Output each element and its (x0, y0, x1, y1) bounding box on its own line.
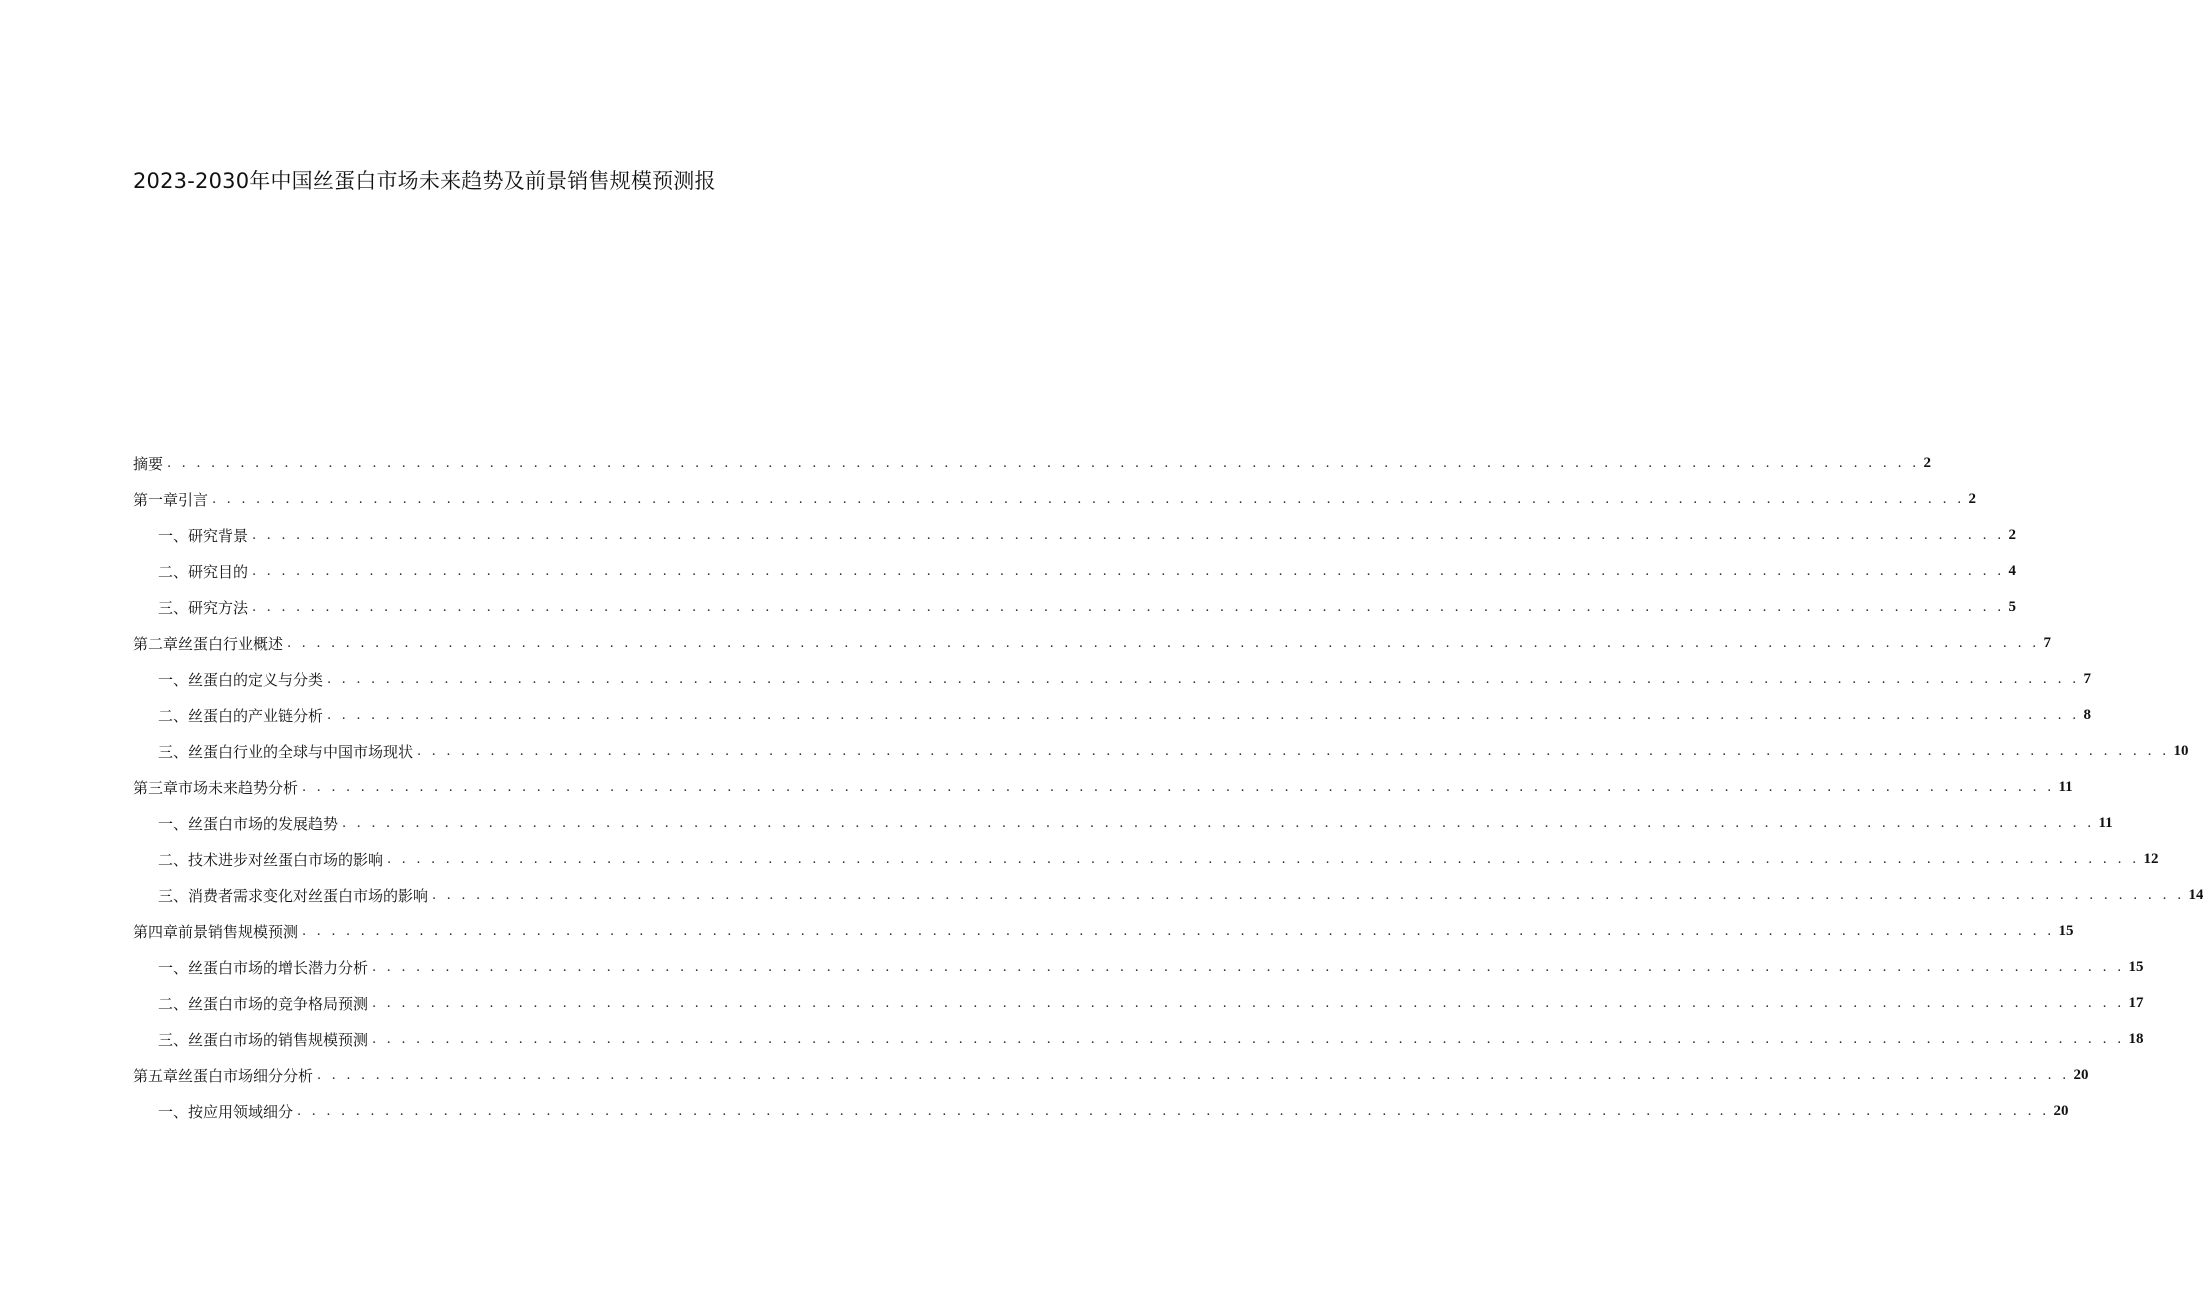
toc-dot-leader: . . . . . . . . . . . . . . . . . . . . . . . . . . . . . . . . . . . . . . . . . . . . . . . . . . . . . . . . . . . . . . . . . . . . . . . . . . . . . . . . . . . . . . . . . . . . . . . . . . . . . . . . . . . . . . . . . . . . . . . . (372, 959, 2125, 975)
toc-dot-leader: . . . . . . . . . . . . . . . . . . . . . . . . . . . . . . . . . . . . . . . . . . . . . . . . . . . . . . . . . . . . . . . . . . . . . . . . . . . . . . . . . . . . . . . . . . . . . . . . . . . . . . . . . . . . . . . . . . . . . . . . (387, 851, 2140, 867)
toc-entry-page-number: 15 (2058, 922, 2074, 939)
toc-entry[interactable] (133, 949, 2144, 985)
toc-dot-leader: . . . . . . . . . . . . . . . . . . . . . . . . . . . . . . . . . . . . . . . . . . . . . . . . . . . . . . . . . . . . . . . . . . . . . . . . . . . . . . . . . . . . . . . . . . . . . . . . . . . . . . . . . . . . . . . . . . . . . . . . (372, 1031, 2125, 1047)
toc-entry-label: 三、丝蛋白市场的销售规模预测 (158, 1030, 369, 1049)
toc-entry-label: 三、消费者需求变化对丝蛋白市场的影响 (158, 886, 429, 905)
toc-entry[interactable] (133, 1057, 2089, 1093)
table-of-contents (133, 445, 2203, 1129)
toc-dot-leader: . . . . . . . . . . . . . . . . . . . . . . . . . . . . . . . . . . . . . . . . . . . . . . . . . . . . . . . . . . . . . . . . . . . . . . . . . . . . . . . . . . . . . . . . . . . . . . . . . . . . . . . . . . . . . . . . . . . . . . . . (327, 671, 2080, 687)
toc-entry[interactable] (133, 517, 2016, 553)
toc-entry-label: 第五章丝蛋白市场细分分析 (133, 1066, 314, 1085)
toc-dot-leader: . . . . . . . . . . . . . . . . . . . . . . . . . . . . . . . . . . . . . . . . . . . . . . . . . . . . . . . . . . . . . . . . . . . . . . . . . . . . . . . . . . . . . . . . . . . . . . . . . . . . . . . . . . . . . . . . . . . . . . . . (327, 707, 2080, 723)
toc-entry-page-number: 14 (2188, 886, 2203, 903)
toc-entry-label: 三、研究方法 (158, 598, 249, 617)
toc-entry-page-number: 2 (1923, 454, 1931, 471)
toc-entry-label: 一、丝蛋白市场的增长潜力分析 (158, 958, 369, 977)
toc-entry-page-number: 15 (2128, 958, 2144, 975)
toc-entry[interactable] (133, 913, 2074, 949)
toc-entry[interactable] (133, 481, 1976, 517)
toc-dot-leader: . . . . . . . . . . . . . . . . . . . . . . . . . . . . . . . . . . . . . . . . . . . . . . . . . . . . . . . . . . . . . . . . . . . . . . . . . . . . . . . . . . . . . . . . . . . . . . . . . . . . . . . . . . . . . . . . . . . . . . . . (252, 599, 2005, 615)
toc-entry-page-number: 18 (2128, 1030, 2144, 1047)
toc-entry[interactable] (133, 1093, 2069, 1129)
toc-entry[interactable] (133, 661, 2091, 697)
toc-entry-page-number: 8 (2083, 706, 2091, 723)
toc-entry[interactable] (133, 589, 2016, 625)
toc-entry-page-number: 20 (2053, 1102, 2069, 1119)
toc-dot-leader: . . . . . . . . . . . . . . . . . . . . . . . . . . . . . . . . . . . . . . . . . . . . . . . . . . . . . . . . . . . . . . . . . . . . . . . . . . . . . . . . . . . . . . . . . . . . . . . . . . . . . . . . . . . . . . . . . . . . . . . . (432, 887, 2185, 903)
toc-entry-label: 第四章前景销售规模预测 (133, 922, 299, 941)
toc-entry-page-number: 7 (2083, 670, 2091, 687)
toc-entry-label: 一、研究背景 (158, 526, 249, 545)
toc-entry-page-number: 11 (2098, 814, 2113, 831)
toc-entry-label: 二、丝蛋白市场的竞争格局预测 (158, 994, 369, 1013)
toc-dot-leader: . . . . . . . . . . . . . . . . . . . . . . . . . . . . . . . . . . . . . . . . . . . . . . . . . . . . . . . . . . . . . . . . . . . . . . . . . . . . . . . . . . . . . . . . . . . . . . . . . . . . . . . . . . . . . . . . . . . . . . . . (302, 923, 2055, 939)
toc-entry[interactable] (133, 553, 2016, 589)
toc-dot-leader: . . . . . . . . . . . . . . . . . . . . . . . . . . . . . . . . . . . . . . . . . . . . . . . . . . . . . . . . . . . . . . . . . . . . . . . . . . . . . . . . . . . . . . . . . . . . . . . . . . . . . . . . . . . . . . . . . . . . . . . . (252, 527, 2005, 543)
toc-dot-leader: . . . . . . . . . . . . . . . . . . . . . . . . . . . . . . . . . . . . . . . . . . . . . . . . . . . . . . . . . . . . . . . . . . . . . . . . . . . . . . . . . . . . . . . . . . . . . . . . . . . . . . . . . . . . . . . . . . . . . . . . (302, 779, 2055, 795)
toc-entry-page-number: 7 (2043, 634, 2051, 651)
toc-dot-leader: . . . . . . . . . . . . . . . . . . . . . . . . . . . . . . . . . . . . . . . . . . . . . . . . . . . . . . . . . . . . . . . . . . . . . . . . . . . . . . . . . . . . . . . . . . . . . . . . . . . . . . . . . . . . . . . . . . . . . . . . (252, 563, 2005, 579)
toc-entry-page-number: 17 (2128, 994, 2144, 1011)
toc-dot-leader: . . . . . . . . . . . . . . . . . . . . . . . . . . . . . . . . . . . . . . . . . . . . . . . . . . . . . . . . . . . . . . . . . . . . . . . . . . . . . . . . . . . . . . . . . . . . . . . . . . . . . . . . . . . . . . . . . . . . . . . . (372, 995, 2125, 1011)
toc-entry-label: 一、按应用领域细分 (158, 1102, 294, 1121)
toc-dot-leader: . . . . . . . . . . . . . . . . . . . . . . . . . . . . . . . . . . . . . . . . . . . . . . . . . . . . . . . . . . . . . . . . . . . . . . . . . . . . . . . . . . . . . . . . . . . . . . . . . . . . . . . . . . . . . . . . . . . . . . . . (287, 635, 2040, 651)
document-title: 2023-2030年中国丝蛋白市场未来趋势及前景销售规模预测报 (133, 169, 716, 193)
toc-entry[interactable] (133, 985, 2144, 1021)
toc-entry[interactable] (133, 1021, 2144, 1057)
toc-dot-leader: . . . . . . . . . . . . . . . . . . . . . . . . . . . . . . . . . . . . . . . . . . . . . . . . . . . . . . . . . . . . . . . . . . . . . . . . . . . . . . . . . . . . . . . . . . . . . . . . . . . . . . . . . . . . . . . . . . . . . . . . (317, 1067, 2070, 1083)
toc-entry-page-number: 2 (1968, 490, 1976, 507)
toc-entry-label: 一、丝蛋白市场的发展趋势 (158, 814, 339, 833)
toc-entry[interactable] (133, 625, 2051, 661)
toc-entry-page-number: 2 (2008, 526, 2016, 543)
toc-entry-page-number: 12 (2143, 850, 2159, 867)
toc-entry-page-number: 4 (2008, 562, 2016, 579)
toc-entry-page-number: 10 (2173, 742, 2189, 759)
toc-dot-leader: . . . . . . . . . . . . . . . . . . . . . . . . . . . . . . . . . . . . . . . . . . . . . . . . . . . . . . . . . . . . . . . . . . . . . . . . . . . . . . . . . . . . . . . . . . . . . . . . . . . . . . . . . . . . . . . . . . . . . . . . (297, 1103, 2050, 1119)
toc-entry-label: 第一章引言 (133, 490, 209, 509)
toc-dot-leader: . . . . . . . . . . . . . . . . . . . . . . . . . . . . . . . . . . . . . . . . . . . . . . . . . . . . . . . . . . . . . . . . . . . . . . . . . . . . . . . . . . . . . . . . . . . . . . . . . . . . . . . . . . . . . . . . . . . . . . . . (417, 743, 2170, 759)
toc-entry[interactable] (133, 733, 2189, 769)
toc-entry-label: 摘要 (133, 454, 164, 473)
toc-entry-label: 一、丝蛋白的定义与分类 (158, 670, 324, 689)
toc-entry-label: 二、丝蛋白的产业链分析 (158, 706, 324, 725)
toc-entry[interactable] (133, 877, 2203, 913)
toc-entry-page-number: 20 (2073, 1066, 2089, 1083)
toc-entry-page-number: 5 (2008, 598, 2016, 615)
toc-dot-leader: . . . . . . . . . . . . . . . . . . . . . . . . . . . . . . . . . . . . . . . . . . . . . . . . . . . . . . . . . . . . . . . . . . . . . . . . . . . . . . . . . . . . . . . . . . . . . . . . . . . . . . . . . . . . . . . . . . . . . . . . (342, 815, 2095, 831)
toc-entry-label: 第二章丝蛋白行业概述 (133, 634, 284, 653)
toc-entry[interactable] (133, 841, 2159, 877)
toc-entry-label: 二、研究目的 (158, 562, 249, 581)
toc-entry[interactable] (133, 805, 2113, 841)
toc-entry-page-number: 11 (2058, 778, 2073, 795)
toc-entry[interactable] (133, 697, 2091, 733)
toc-dot-leader: . . . . . . . . . . . . . . . . . . . . . . . . . . . . . . . . . . . . . . . . . . . . . . . . . . . . . . . . . . . . . . . . . . . . . . . . . . . . . . . . . . . . . . . . . . . . . . . . . . . . . . . . . . . . . . . . . . . . . . . . (167, 455, 1920, 471)
toc-entry[interactable] (133, 769, 2073, 805)
toc-dot-leader: . . . . . . . . . . . . . . . . . . . . . . . . . . . . . . . . . . . . . . . . . . . . . . . . . . . . . . . . . . . . . . . . . . . . . . . . . . . . . . . . . . . . . . . . . . . . . . . . . . . . . . . . . . . . . . . . . . . . . . . . (212, 491, 1965, 507)
toc-entry[interactable] (133, 445, 1931, 481)
toc-entry-label: 二、技术进步对丝蛋白市场的影响 (158, 850, 384, 869)
toc-entry-label: 第三章市场未来趋势分析 (133, 778, 299, 797)
toc-entry-label: 三、丝蛋白行业的全球与中国市场现状 (158, 742, 414, 761)
